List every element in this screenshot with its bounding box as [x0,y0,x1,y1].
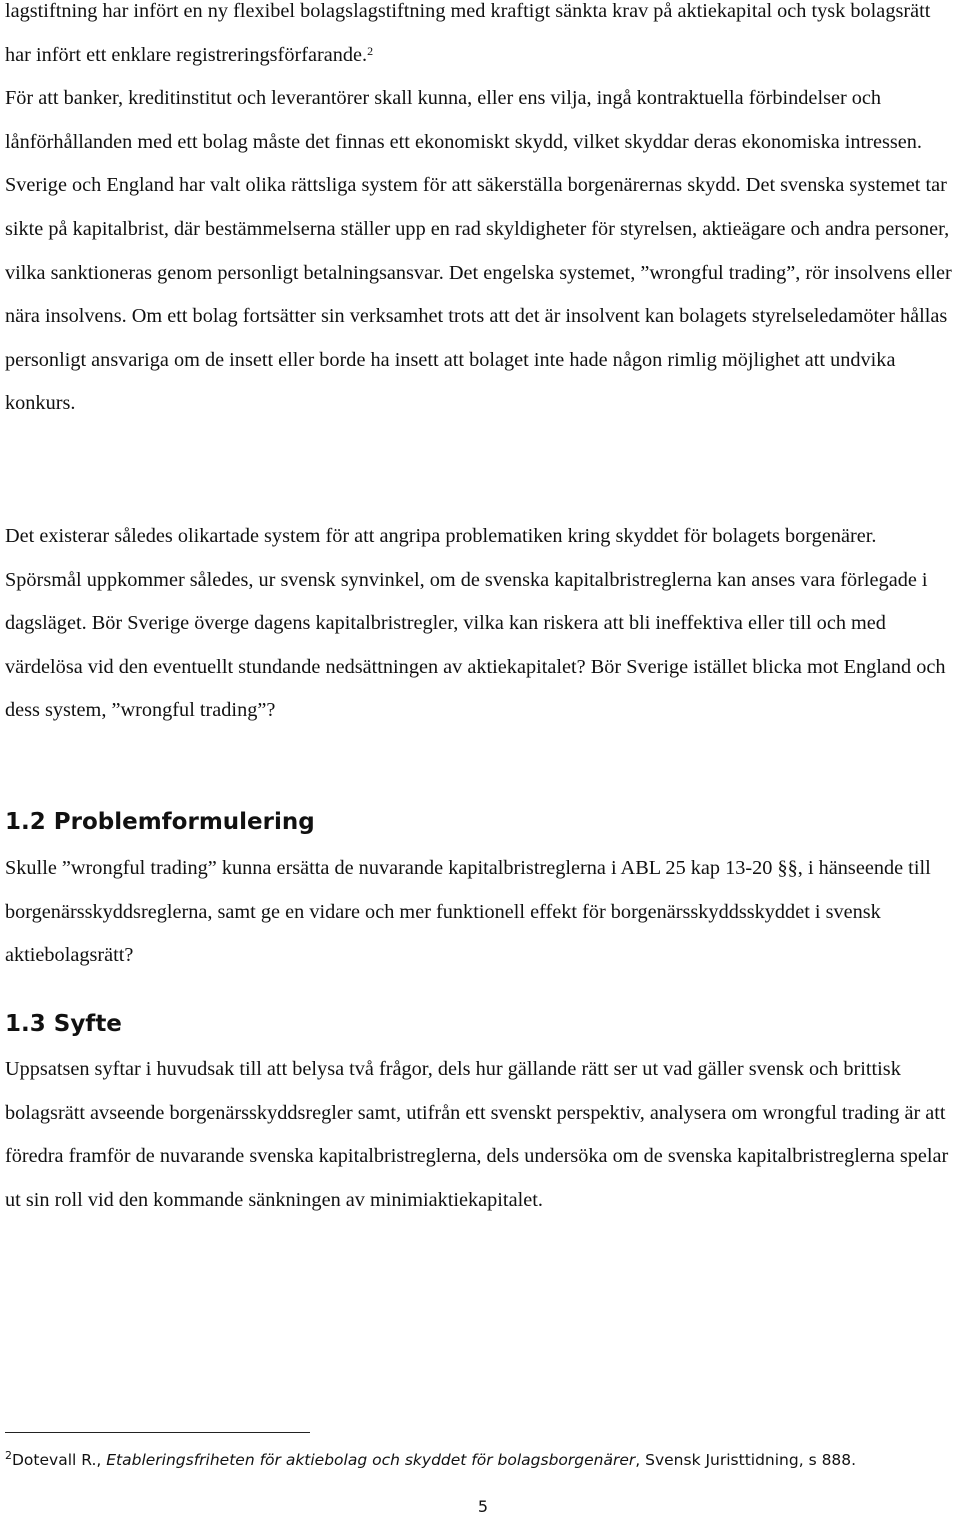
footnote-reference[interactable]: 2 [367,43,374,58]
section-heading-problemformulering: 1.2 Problemformulering [5,809,315,835]
footnote [5,1449,955,1471]
body-paragraph-intro [5,0,955,426]
section-heading-syfte: 1.3 Syfte [5,1011,122,1037]
body-paragraph-context: Det existerar således olikartade system för att angripa problematiken kring skyddet för bolagets borgenärer. Spörsmål uppkommer således, ur svensk synvinkel, om de svenska kapitalbristreglerna kan anses vara förlegade i dagsläget. Bör Sverige överge dagens kapitalbristregler, vilka kan riskera att bli ineffektiva eller till och med värdelösa vid den eventuellt stundande nedsättningen av aktiekapitalet? Bör Sverige istället blicka mot England och dess system, ”wrongful trading”? [5,525,946,722]
body-paragraph-problemformulering: Skulle ”wrongful trading” kunna ersätta de nuvarande kapitalbristreglerna i ABL 25 kap 13-20 §§, i hänseende till borgenärsskyddsreglerna, samt ge en vidare och mer funktionell effekt för borgenärsskyddsskyddet i svensk aktiebolagsrätt? [5,857,931,967]
paragraph-text: lagstiftning har infört en ny flexibel bolagslagstiftning med kraftigt sänkta krav på aktiekapital och tysk bolagsrätt har infört ett enklare registreringsförfarande. [5,0,931,66]
footnote-author: Dotevall R., [12,1451,107,1469]
paragraph-text: För att banker, kreditinstitut och leverantörer skall kunna, eller ens vilja, ingå kontraktuella förbindelser och lånförhållanden med ett bolag måste det finnas ett ekonomiskt skydd, vilket skyddar deras ekonomiska intressen. Sverige och England har valt olika rättsliga system för att säkerställa borgenärernas skydd. Det svenska systemet tar sikte på kapitalbrist, där bestämmelserna ställer upp en rad skyldigheter för styrelsen, aktieägare och andra personer, vilka sanktioneras genom personligt betalningsansvar. Det engelska systemet, ”wrongful trading”, rör insolvens eller nära insolvens. Om ett bolag fortsätter sin verksamhet trots att det är insolvent kan bolagets styrelseledamöter hållas personligt ansvariga om de insett eller borde ha insett att bolaget inte hade någon rimlig möjlighet att undvika konkurs. [5,87,952,415]
page-number: 5 [477,1497,489,1516]
footnote-title: Etableringsfriheten för aktiebolag och skyddet för bolagsborgenärer [106,1451,636,1469]
footnote-source: , Svensk Juristtidning, s 888. [635,1451,857,1469]
footnote-number: 2 [5,1449,12,1462]
body-paragraph-syfte: Uppsatsen syftar i huvudsak till att belysa två frågor, dels hur gällande rätt ser ut vad gäller svensk och brittisk bolagsrätt avseende borgenärsskyddsregler samt, utifrån ett svenskt perspektiv, analysera om wrongful trading är att föredra framför de nuvarande svenska kapitalbristreglerna, dels undersöka om de svenska kapitalbristreglerna spelar ut sin roll vid den kommande sänkningen av minimiaktiekapitalet. [5,1058,949,1211]
footnote-divider [5,1432,310,1433]
